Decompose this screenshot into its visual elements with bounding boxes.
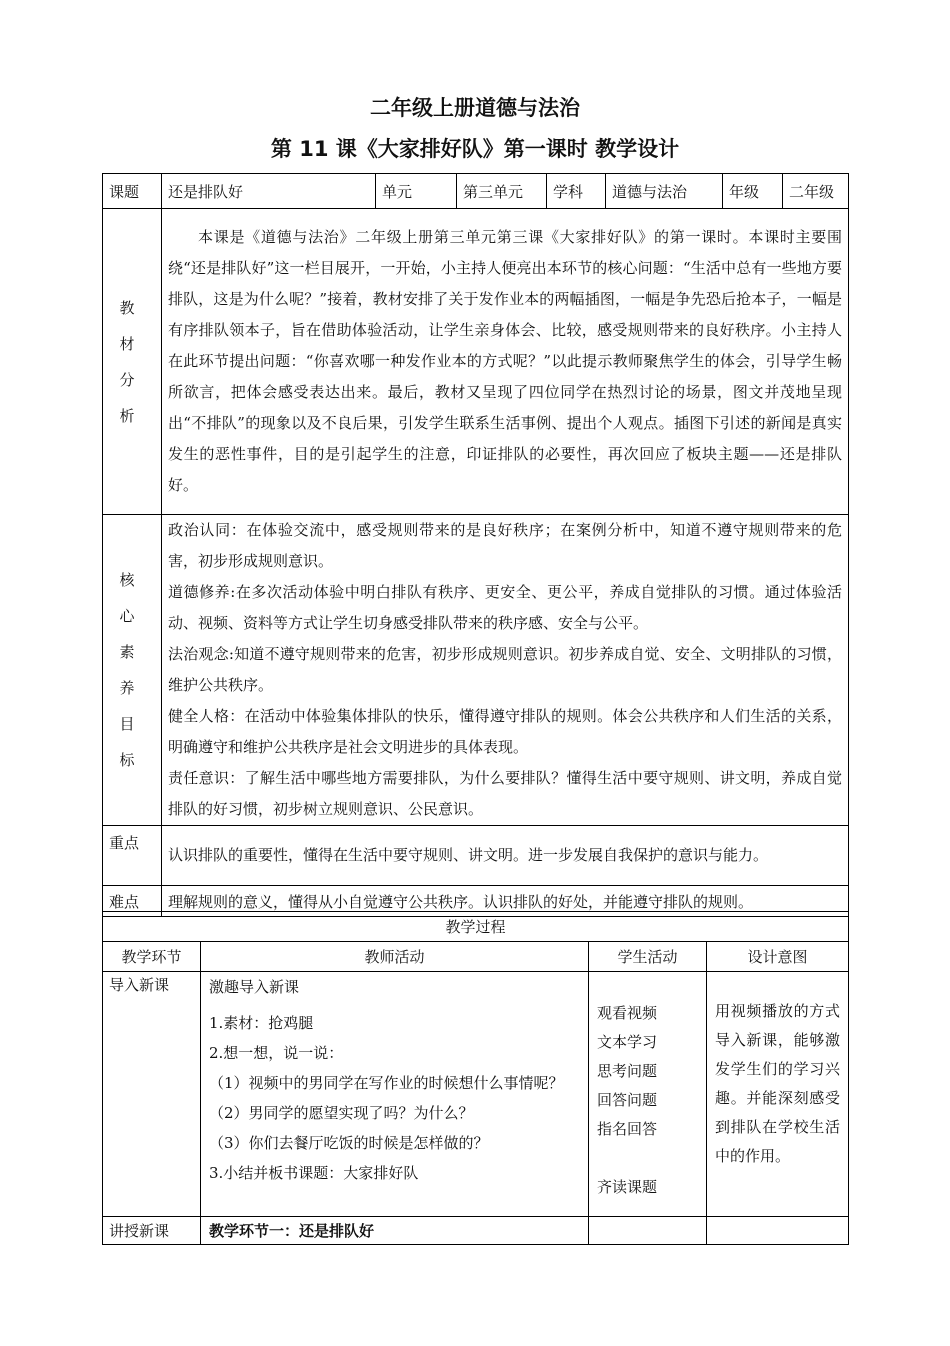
- analysis-text: 本课是《道德与法治》二年级上册第三单元第三课《大家排好队》的第一课时。本课时主要围绕“还是排队好”这一栏目展开，一开始，小主持人便亮出本环节的核心问题：“生活中总有一些地方要排队，这是为什么呢？”接着，教材安排了关于发作业本的两幅插图，一幅是争先恐后抢本子，一幅是有序排队领本子，旨在借助体验活动，让学生亲身体会、比较，感受规则带来的良好秩序。小主持人在此环节提出问题：“你喜欢哪一种发作业本的方式呢？”以此提示教师聚焦学生的体会，引导学生畅所欲言，把体会感受表达出来。最后，教材又呈现了四位同学在热烈讨论的场景，图文并茂地呈现出“不排队”的现象以及不良后果，引发学生联系生活事例、提出个人观点。插图下引述的新闻是真实发生的恶性事件，目的是引起学生的注意，印证排队的必要性，再次回应了板块主题——还是排队好。: [162, 209, 849, 515]
- difficulty-text: 理解规则的意义，懂得从小自觉遵守公共秩序。认识排队的好处，并能遵守排队的规则。: [162, 886, 849, 917]
- new-lesson-teacher-heading: 教学环节一：还是排队好: [201, 1217, 589, 1245]
- literacy-item: 健全人格：在活动中体验集体排队的快乐，懂得遵守排队的规则。体会公共秩序和人们生活的关系，明确遵守和维护公共秩序是社会文明进步的具体表现。: [168, 707, 842, 756]
- literacy-item: 政治认同：在体验交流中，感受规则带来的是良好秩序；在案例分析中，知道不遵守规则带来的危害，初步形成规则意识。: [168, 521, 842, 570]
- student-line: 指名回答: [597, 1120, 658, 1138]
- topic-value: 还是排队好: [162, 174, 376, 209]
- header-teacher: 教师活动: [201, 942, 589, 972]
- teacher-line: 3.小结并板书课题：大家排好队: [209, 1164, 419, 1182]
- core-literacy-items: [162, 515, 849, 826]
- student-line: 齐读课题: [597, 1178, 658, 1196]
- process-title: 教学过程: [103, 912, 849, 942]
- new-lesson-row: [103, 1217, 849, 1245]
- new-lesson-design: [707, 1217, 849, 1245]
- subject-value: 道德与法治: [606, 174, 723, 209]
- analysis-label: 教 材 分 析: [103, 209, 162, 515]
- difficulty-label: 难点: [103, 886, 162, 917]
- teacher-line: （2）男同学的愿望实现了吗？为什么？: [209, 1104, 474, 1122]
- intro-row: [103, 972, 849, 1217]
- student-line: 观看视频: [597, 1004, 658, 1022]
- teacher-line: （3）你们去餐厅吃饭的时候是怎样做的？: [209, 1134, 489, 1152]
- teacher-line: 2.想一想，说一说：: [209, 1044, 344, 1062]
- process-header-row: [103, 942, 849, 972]
- intro-design: 用视频播放的方式导入新课，能够激发学生们的学习兴趣。并能深刻感受到排队在学校生活中的作用。: [707, 972, 849, 1217]
- student-line: 文本学习: [597, 1033, 658, 1051]
- teacher-line: 1.素材：抢鸡腿: [209, 1014, 314, 1032]
- info-row: [103, 174, 849, 209]
- key-point-label: 重点: [103, 826, 162, 886]
- grade-label: 年级: [723, 174, 783, 209]
- literacy-item: 责任意识：了解生活中哪些地方需要排队，为什么要排队？懂得生活中要守规则、讲文明，养成自觉排队的好习惯，初步树立规则意识、公民意识。: [168, 769, 842, 818]
- topic-label: 课题: [103, 174, 162, 209]
- literacy-item: 道德修养:在多次活动体验中明白排队有秩序、更安全、更公平，养成自觉排队的习惯。通过体验活动、视频、资料等方式让学生切身感受排队带来的秩序感、安全与公平。: [168, 583, 842, 632]
- student-line: 思考问题: [597, 1062, 658, 1080]
- grade-value: 二年级: [783, 174, 849, 209]
- new-lesson-stage: 讲授新课: [103, 1217, 201, 1245]
- key-point-text: 认识排队的重要性，懂得在生活中要守规则、讲文明。进一步发展自我保护的意识与能力。: [162, 826, 849, 886]
- process-title-row: [103, 912, 849, 942]
- teacher-line: （1）视频中的男同学在写作业的时候想什么事情呢？: [209, 1074, 564, 1092]
- analysis-row: [103, 209, 849, 515]
- teacher-line: 激趣导入新课: [209, 978, 300, 996]
- lesson-info-table: [102, 173, 849, 917]
- intro-teacher: [201, 972, 589, 1217]
- header-stage: 教学环节: [103, 942, 201, 972]
- key-point-row: [103, 826, 849, 886]
- unit-value: 第三单元: [457, 174, 547, 209]
- student-line: 回答问题: [597, 1091, 658, 1109]
- document-subtitle: 第 11 课《大家排好队》第一课时 教学设计: [270, 137, 680, 161]
- header-student: 学生活动: [589, 942, 707, 972]
- core-literacy-label: 核 心 素 养 目 标: [103, 515, 162, 826]
- literacy-item: 法治观念:知道不遵守规则带来的危害，初步形成规则意识。初步养成自觉、安全、文明排队的习惯，维护公共秩序。: [168, 645, 842, 694]
- teaching-process-table: [102, 911, 849, 1245]
- new-lesson-student: [589, 1217, 707, 1245]
- core-literacy-row: [103, 515, 849, 826]
- header-design: 设计意图: [707, 942, 849, 972]
- document-title: 二年级上册道德与法治: [370, 96, 580, 120]
- intro-student: [589, 972, 707, 1217]
- subject-label: 学科: [547, 174, 606, 209]
- unit-label: 单元: [376, 174, 457, 209]
- intro-stage: 导入新课: [103, 972, 201, 1217]
